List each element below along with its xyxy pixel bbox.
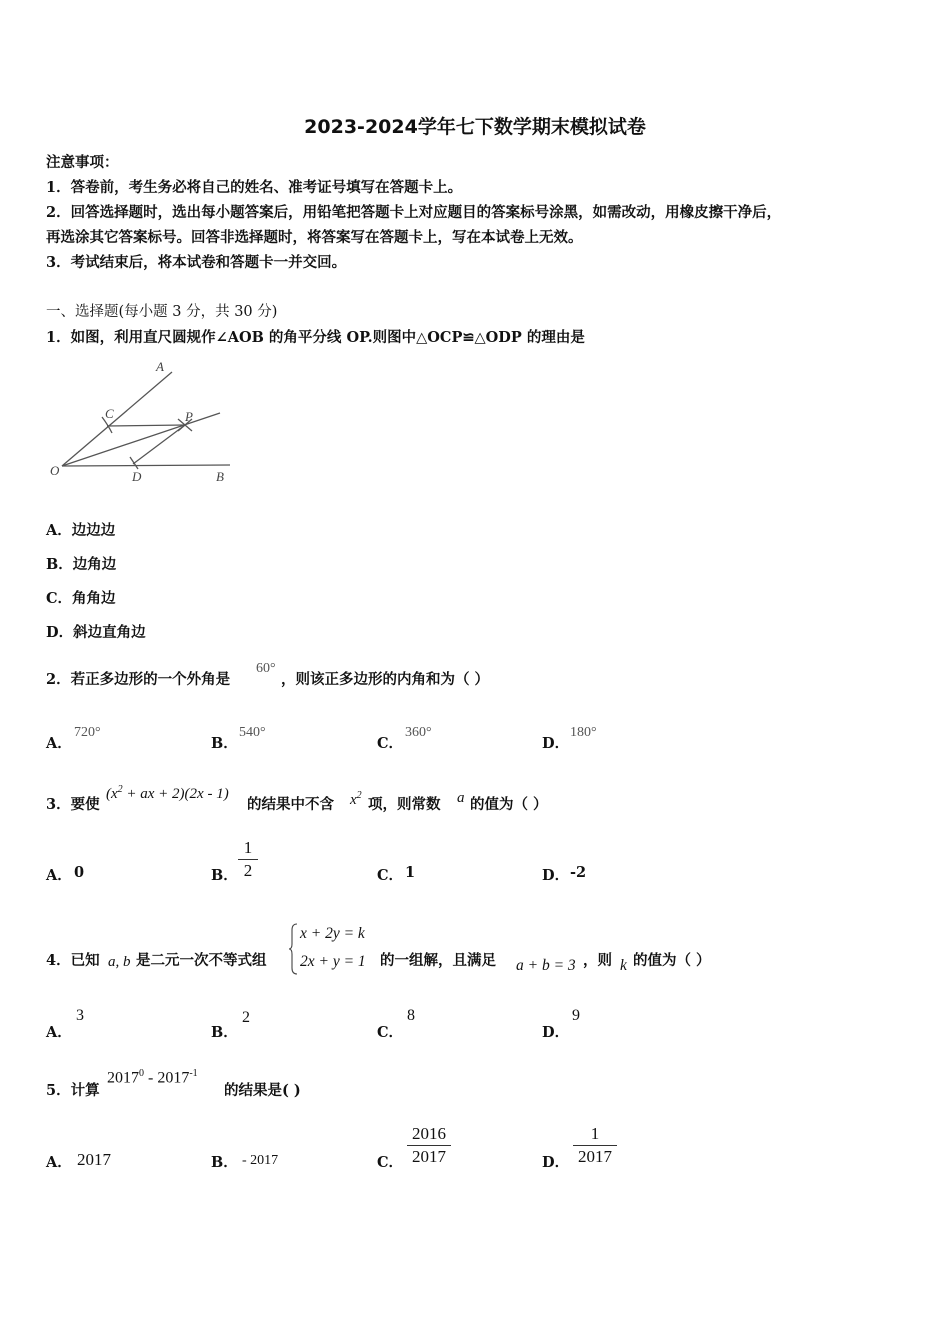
q4-option-b-label[interactable]: B． xyxy=(211,1024,238,1041)
q4-equation-2: 2x + y = 1 xyxy=(300,953,366,970)
q5-option-d-denominator: 2017 xyxy=(578,1147,612,1166)
q3-mid2: 项，则常数 xyxy=(368,796,441,813)
q3-suffix: 的值为（ ） xyxy=(470,796,548,813)
segment-cp xyxy=(107,425,185,426)
q4-option-d-label[interactable]: D． xyxy=(542,1024,570,1041)
q1-option-c[interactable]: C．角角边 xyxy=(46,590,116,607)
q1-option-a[interactable]: A．边边边 xyxy=(46,522,116,539)
q5-option-b-label[interactable]: B． xyxy=(211,1154,238,1171)
q3-option-b-fraction xyxy=(238,838,258,881)
q4-option-b-value: 2 xyxy=(242,1009,250,1026)
q5-prefix: 5．计算 xyxy=(46,1082,100,1099)
q4-option-c-value: 8 xyxy=(407,1007,415,1024)
q3-var-a: a xyxy=(457,790,465,806)
q4-condition: a + b = 3 xyxy=(516,957,576,974)
q2-option-b-label[interactable]: B． xyxy=(211,735,238,752)
q5-option-c-numerator: 2016 xyxy=(412,1124,446,1143)
q4-prefix: 4．已知 xyxy=(46,952,100,969)
q4-option-a-label[interactable]: A． xyxy=(46,1024,72,1041)
q3-prefix: 3．要使 xyxy=(46,796,100,813)
q4-brace xyxy=(289,922,299,976)
q5-option-d-label[interactable]: D． xyxy=(542,1154,570,1171)
q4-option-a-value: 3 xyxy=(76,1007,84,1024)
q3-x-squared: $x^2$ xyxy=(350,790,362,808)
label-b: B xyxy=(216,469,224,484)
q2-option-c-label[interactable]: C． xyxy=(377,735,404,752)
q2-suffix: ，则该正多边形的内角和为（ ） xyxy=(281,671,490,688)
ray-ob xyxy=(62,465,230,466)
q2-option-d-value: 180° xyxy=(570,725,597,740)
page-title: 2023-2024学年七下数学期末模拟试卷 xyxy=(304,116,646,138)
q4-option-c-label[interactable]: C． xyxy=(377,1024,404,1041)
q5-option-c-denominator: 2017 xyxy=(412,1147,446,1166)
q2-option-c-value: 360° xyxy=(405,725,432,740)
q4-option-d-value: 9 xyxy=(572,1007,580,1024)
q4-var-k: k xyxy=(620,957,627,974)
segment-dp xyxy=(133,425,185,464)
q5-option-b-value: - 2017 xyxy=(242,1153,279,1168)
q3-option-c-label[interactable]: C． xyxy=(377,867,404,884)
notes-heading: 注意事项： xyxy=(46,154,119,171)
q3-mid: 的结果中不含 xyxy=(247,796,334,813)
q2-prefix: 2．若正多边形的一个外角是 xyxy=(46,671,231,688)
q1-option-b[interactable]: B．边角边 xyxy=(46,556,117,573)
notes-line-2a: 2．回答选择题时，选出每小题答案后，用铅笔把答题卡上对应题目的答案标号涂黑，如需改动，用橡皮擦干净后， xyxy=(46,204,782,221)
q3-option-d-label[interactable]: D． xyxy=(542,867,570,884)
q5-expression: $2017^0 - 2017^{-1}$ xyxy=(107,1068,198,1087)
q3-option-b-label[interactable]: B． xyxy=(211,867,238,884)
q2-option-a-label[interactable]: A． xyxy=(46,735,72,752)
notes-line-2b: 再选涂其它答案标号。回答非选择题时，将答案写在答题卡上，写在本试卷上无效。 xyxy=(46,229,583,246)
q4-mid2: 的一组解，且满足 xyxy=(380,952,496,969)
q5-option-c-fraction xyxy=(407,1124,451,1167)
arc-d xyxy=(130,457,138,469)
q5-option-a-value: 2017 xyxy=(77,1150,111,1169)
section-heading: 一、选择题(每小题 3 分，共 30 分) xyxy=(46,304,278,320)
ray-oa xyxy=(62,372,172,466)
q1-figure xyxy=(40,355,240,490)
label-p: P xyxy=(185,409,193,424)
q4-suffix: 的值为（ ） xyxy=(633,952,711,969)
notes-line-1: 1．答卷前，考生务必将自己的姓名、准考证号填写在答题卡上。 xyxy=(46,179,463,196)
notes-line-3: 3．考试结束后，将本试卷和答题卡一并交回。 xyxy=(46,254,347,271)
q5-option-a-label[interactable]: A． xyxy=(46,1154,72,1171)
q3-expression: ($x^2$ + ax + 2)(2x - 1) xyxy=(106,784,229,802)
q3-option-b-denominator: 2 xyxy=(243,861,253,880)
q2-angle: 60° xyxy=(256,661,276,676)
q4-equation-1: x + 2y = k xyxy=(300,925,365,942)
q4-vars-ab: a, b xyxy=(108,954,131,970)
q5-option-d-numerator: 1 xyxy=(590,1124,600,1143)
q2-option-a-value: 720° xyxy=(74,725,101,740)
q2-option-b-value: 540° xyxy=(239,725,266,740)
label-c: C xyxy=(105,406,114,421)
label-o: O xyxy=(50,463,60,478)
q4-mid3: ，则 xyxy=(583,952,612,969)
q5-option-c-label[interactable]: C． xyxy=(377,1154,404,1171)
q3-option-a-label[interactable]: A． xyxy=(46,867,72,884)
label-d: D xyxy=(132,469,142,484)
q1-option-d[interactable]: D．斜边直角边 xyxy=(46,624,146,641)
label-a: A xyxy=(156,359,164,374)
q3-option-a-value: 0 xyxy=(74,864,85,881)
q3-option-b-numerator: 1 xyxy=(243,838,253,857)
q3-option-c-value: 1 xyxy=(405,864,416,881)
q5-suffix: 的结果是( ) xyxy=(224,1082,301,1099)
q3-option-d-value: -2 xyxy=(570,864,587,881)
q5-option-d-fraction xyxy=(573,1124,617,1167)
q1-text: 1．如图，利用直尺圆规作∠AOB 的角平分线 OP.则图中△OCP≌△ODP 的理由是 xyxy=(46,329,585,346)
q2-option-d-label[interactable]: D． xyxy=(542,735,570,752)
q4-mid: 是二元一次不等式组 xyxy=(136,952,267,969)
